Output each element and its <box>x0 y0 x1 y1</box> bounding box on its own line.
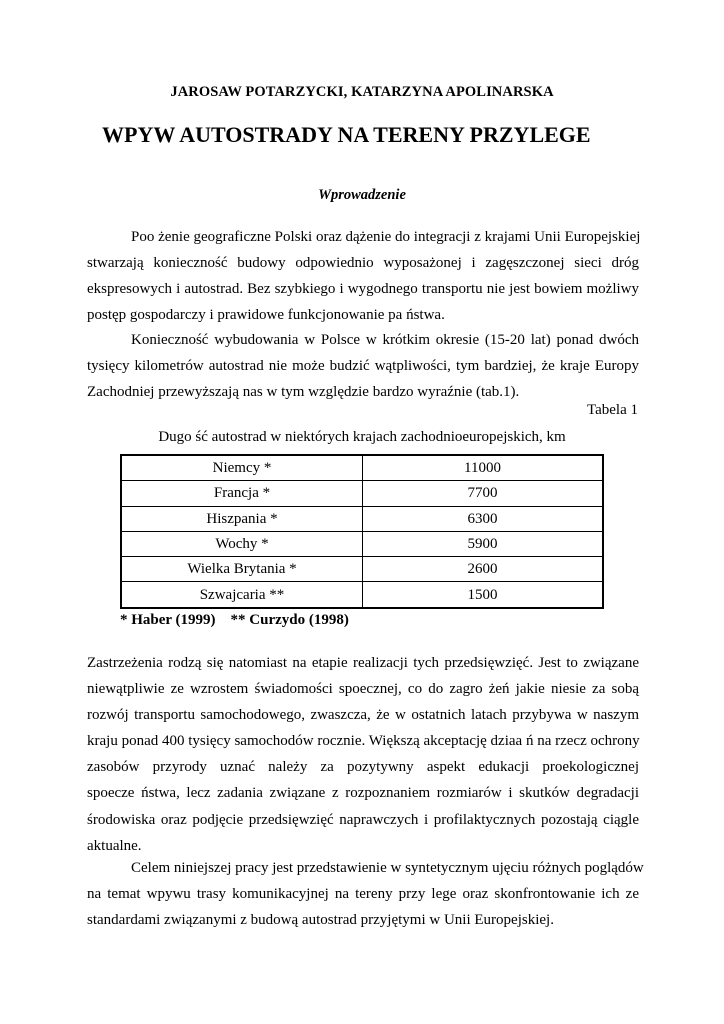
text-line: Konieczność wybudowania w Polsce w krótkim okresie (15-20 lat) ponad dwóch <box>131 332 639 348</box>
text-line: zasobów przyrody uznać należy za pozytywny aspekt edukacji proekologicznej <box>87 759 639 776</box>
table-row <box>121 455 603 481</box>
paragraph-intro <box>87 224 639 328</box>
text-line: aktualne. <box>87 837 142 854</box>
country-cell: Niemcy * <box>121 455 363 481</box>
text-line: środowiska oraz podjęcie przedsięwzięć naprawczych i profilaktycznych pozostają ciągle <box>87 811 639 828</box>
text-line: ekspresowych i autostrad. Bez szybkiego i wygodnego transportu nie jest bowiem możliwy <box>87 281 639 298</box>
table-row <box>121 557 603 582</box>
table-row <box>121 582 603 608</box>
paragraph-motorways <box>87 327 639 405</box>
length-cell: 7700 <box>363 481 604 506</box>
table-sources: * Haber (1999) ** Curzydo (1998) <box>120 612 349 628</box>
length-cell: 6300 <box>363 506 604 531</box>
country-cell: Hiszpania * <box>121 506 363 531</box>
table-row <box>121 481 603 506</box>
text-line: rozwój transportu samochodowego, zwaszcza, że w ostatnich latach przybywa w naszym <box>87 707 639 724</box>
table-label: Tabela 1 <box>586 402 638 418</box>
length-cell: 11000 <box>363 455 604 481</box>
text-line: tysięcy kilometrów autostrad nie może budzić wątpliwości, tym bardziej, że kraje Europy <box>87 358 639 375</box>
text-line: standardami związanymi z budową autostrad przyjętymi w Unii Europejskiej. <box>87 912 554 929</box>
text-line: spoecze ństwa, lecz zadania związane z rozpoznaniem rozmiarów i skutków degradacji <box>87 785 639 802</box>
authors: JAROSAW POTARZYCKI, KATARZYNA APOLINARSKA <box>170 84 554 100</box>
text-line: Poo żenie geograficzne Polski oraz dążenie do integracji z krajami Unii Europejskiej <box>131 229 641 245</box>
text-line: niewątpliwie ze wzrostem świadomości spoecznej, co do zagro żeń jakie niesie za sobą <box>87 681 639 698</box>
text-line: postęp gospodarczy i prawidowe funkcjonowanie pa ństwa. <box>87 307 445 324</box>
paragraph-concerns <box>87 650 639 859</box>
table-caption: Dugo ść autostrad w niektórych krajach zachodnioeuropejskich, km <box>158 429 566 445</box>
country-cell: Szwajcaria ** <box>121 582 363 608</box>
length-cell: 5900 <box>363 531 604 556</box>
text-line: na temat wpywu trasy komunikacyjnej na tereny przy lege oraz skonfrontowanie ich ze <box>87 886 639 903</box>
text-line: Zachodniej przewyższają nas w tym względzie bardzo wyraźnie (tab.1). <box>87 384 520 401</box>
text-line: kraju ponad 400 tysięcy samochodów rocznie. Większą akceptację dziaa ń na rzecz ochrony <box>87 733 640 750</box>
table-row <box>121 531 603 556</box>
page-title: WPYW AUTOSTRADY NA TERENY PRZYLEGE <box>102 122 591 147</box>
text-line: Celem niniejszej pracy jest przedstawienie w syntetycznym ujęciu różnych poglądów <box>131 860 644 876</box>
text-line: Zastrzeżenia rodzą się natomiast na etapie realizacji tych przedsięwzięć. Jest to związane <box>87 655 639 671</box>
table-row <box>121 506 603 531</box>
country-cell: Wielka Brytania * <box>121 557 363 582</box>
motorway-length-table <box>120 454 604 609</box>
country-cell: Wochy * <box>121 531 363 556</box>
length-cell: 1500 <box>363 582 604 608</box>
section-heading: Wprowadzenie <box>318 187 406 203</box>
length-cell: 2600 <box>363 557 604 582</box>
text-line: stwarzają konieczność budowy odpowiednio wyposażonej i zagęszczonej sieci dróg <box>87 255 639 272</box>
paragraph-aim <box>87 855 644 933</box>
country-cell: Francja * <box>121 481 363 506</box>
